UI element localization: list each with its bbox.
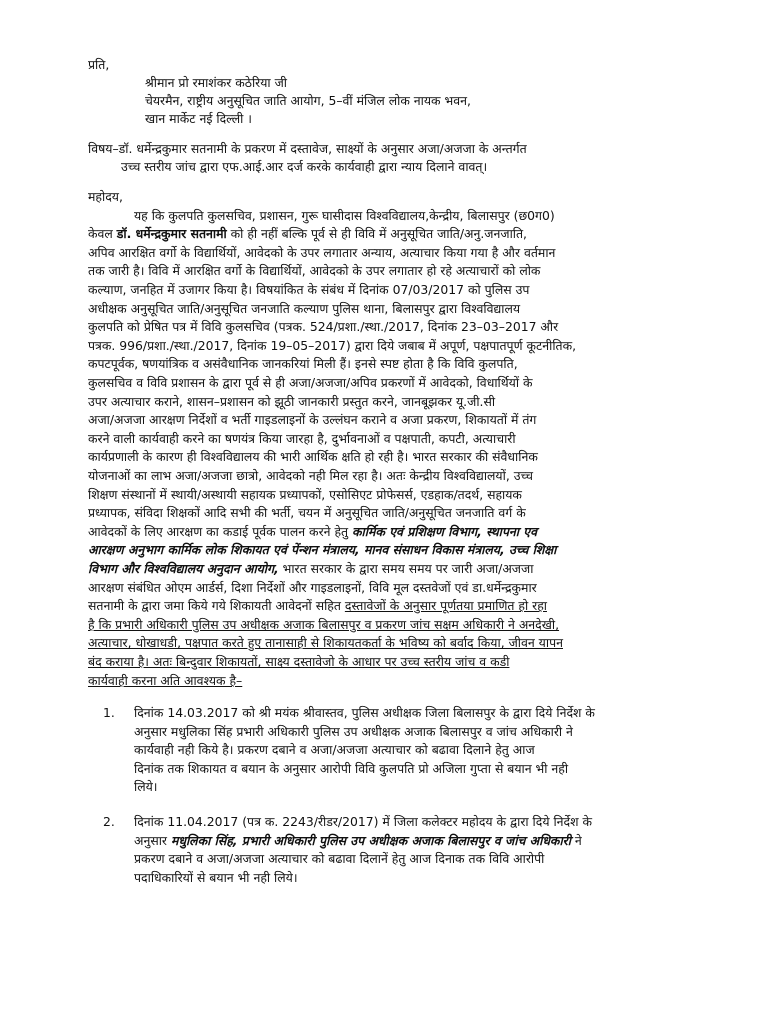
to-label: प्रति, [88, 57, 110, 72]
officer-highlight: मधुलिका सिंह, प्रभारी अधिकारी पुलिस उप अधीक्षक अजाक बिलासपुर व जांच अधिकारी [170, 833, 571, 848]
name-highlight: डॉ. धर्मेन्द्रकुमार सतनामी [116, 226, 227, 241]
body-line-2: केवल डॉ. धर्मेन्द्रकुमार सतनामी को ही नहीं बल्कि पूर्व से ही विवि में अनुसूचित जाति/अनु.जनजाति, [88, 226, 527, 241]
body-line-3: अपिव आरक्षित वर्गो के विद्यार्थियों, आवेदको के उपर लगातार अन्याय, अत्याचार किया गया है और वर्तमान [88, 245, 556, 260]
body-line-14: कार्यप्रणाली के कारण ही विश्वविद्यालय की भारी आर्थिक क्षति हो रही है। भारत सरकार की संवैधानिक [88, 449, 538, 464]
body-line-12: अजा/अजजा आरक्षण निर्देशों व भर्ती गाइडलाइनों के उल्लंघन कराने व अजा प्रकरण, शिकायतों में तंग [88, 412, 537, 427]
body-line-22: सतनामी के द्वारा जमा किये गये शिकायती आवेदनों सहित दस्तावेजों के अनुसार पूर्णतया प्रमाणित हो रहा [88, 598, 547, 613]
body-line-5: कल्याण, जनहित में उजागर किया है। विषयांकित के संबंध में दिनांक 07/03/2017 को पुलिस उप [88, 282, 530, 297]
body-line-24: अत्याचार, धोखाधडी, पक्षपात करते हुए तानासाही से शिकायतकर्ता के भविष्य को बर्वाद किया, जीवन यापन [88, 635, 563, 650]
body-line-1: यह कि कुलपति कुलसचिव, प्रशासन, गुरू घासीदास विश्वविद्यालय,केन्द्रीय, बिलासपुर (छ0ग0) [134, 208, 555, 223]
underlined-statement: दस्तावेजों के अनुसार पूर्णतया प्रमाणित हो रहा [344, 598, 547, 613]
point-1-line-4: दिनांक तक शिकायत व बयान के अनुसार आरोपी विवि कुलपति प्रो अजिला गुप्ता से बयान भी नही [134, 761, 569, 776]
point-1-line-2: अनुसार मधुलिका सिंह प्रभारी अधिकारी पुलिस उप अधीक्षक अजाक बिलासपुर व जांच अधिकारी ने [134, 724, 573, 739]
point-number: 1. [103, 705, 115, 720]
recipient-line-1: श्रीमान प्रो रमाशंकर कठेरिया जी [145, 75, 287, 90]
recipient-line-3: खान मार्केट नई दिल्ली । [145, 111, 252, 126]
body-line-13: करने वाली कार्यवाही करने का षणयंत्र किया जारहा है, दुर्भावनाओं व पक्षपाती, कपटी, अत्याचारी [88, 431, 516, 446]
point-2-line-3: प्रकरण दबाने व अजा/अजजा अत्याचार को बढावा दिलानें हेतु आज दिनाक तक विवि आरोपी [134, 851, 545, 866]
body-line-19: आरक्षण अनुभाग कार्मिक लोक शिकायत एवं पेंन्शन मंत्रालय, मानव संसाधन विकास मंत्रालय, उच्च शिक्षा [88, 542, 557, 557]
body-line-11: उपर अत्याचार कराने, शासन–प्रशासन को झूठी जानकारी प्रस्तुत करने, जानबूझकर यू.जी.सी [88, 394, 496, 409]
point-1-line-5: लिये। [134, 779, 158, 794]
ministry-highlight-2: विभाग और विश्वविद्यालय अनुदान आयोग, [88, 561, 279, 576]
point-2-line-4: पदाधिकारियों से बयान भी नही लिये। [134, 870, 298, 885]
subject-line-1: विषय–डॉ. धर्मेन्द्रकुमार सतनामी के प्रकरण में दस्तावेज, साक्ष्यों के अनुसार अजा/अजजा के अन्तर्गत [88, 141, 527, 156]
point-2-line-2: अनुसार मधुलिका सिंह, प्रभारी अधिकारी पुलिस उप अधीक्षक अजाक बिलासपुर व जांच अधिकारी ने [134, 833, 582, 848]
ministry-highlight-1: कार्मिक एवं प्रशिक्षण विभाग, स्थापना एव [352, 524, 537, 539]
body-line-8: पत्रक. 996/प्रशा./स्था./2017, दिनांक 19–05–2017) द्वारा दिये जबाब में अपूर्ण, पक्षपातपूर्ण कूटनीतिक, [88, 338, 577, 353]
body-line-7: कुलपति को प्रेषित पत्र में विवि कुलसचिव (पत्रक. 524/प्रशा./स्था./2017, दिनांक 23–03–2017 और [88, 319, 559, 334]
body-line-26: कार्यवाही करना अति आवश्यक है– [88, 673, 243, 688]
body-line-15: योजनाओं का लाभ अजा/अजजा छात्रो, आवेदको नही मिल रहा है। अतः केन्द्रीय विश्वविद्यालयों, उच्च [88, 468, 534, 483]
body-line-9: कपटपूर्वक, षणयांत्रिक व असंवैधानिक जानकरियां मिली हैं। इनसे स्पष्ट होता है कि विवि कुलपति, [88, 356, 518, 371]
body-line-16: शिक्षण संस्थानों में स्थायी/अस्थायी सहायक प्रध्यापकों, एसोसिएट प्रोफेसर्स, एडहाक/तदर्थ, सहायक [88, 487, 522, 502]
body-line-18: आवेदकों के लिए आरक्षण का कडाई पूर्वक पालन करने हेतु कार्मिक एवं प्रशिक्षण विभाग, स्थापना एव [88, 524, 537, 539]
body-line-20: विभाग और विश्वविद्यालय अनुदान आयोग, भारत सरकार के द्वारा समय समय पर जारी अजा/अजजा [88, 561, 534, 576]
subject-line-2: उच्च स्तरीय जांच द्वारा एफ.आई.आर दर्ज करके कार्यवाही द्वारा न्याय दिलाने वावत्। [121, 159, 488, 174]
point-number: 2. [103, 814, 115, 829]
body-line-6: अधीक्षक अनुसूचित जाति/अनुसूचित जनजाति कल्याण पुलिस थाना, बिलासपुर द्वारा विश्वविद्यालय [88, 301, 521, 316]
point-1-line-1: दिनांक 14.03.2017 को श्री मयंक श्रीवास्तव, पुलिस अधीक्षक जिला बिलासपुर के द्वारा दिये निर्देश के [134, 705, 595, 720]
salutation: महोदय, [88, 189, 123, 204]
recipient-line-2: चेयरमैन, राष्ट्रीय अनुसूचित जाति आयोग, 5–वीं मंजिल लोक नायक भवन, [145, 93, 471, 108]
body-line-21: आरक्षण संबंधित ओएम आर्डर्स, दिशा निर्देशों और गाइडलाइनों, विवि मूल दस्तवेजों एवं डा.धर्मेन्द्रकुमार [88, 580, 537, 595]
point-2-line-1: दिनांक 11.04.2017 (पत्र क. 2243/रीडर/2017) में जिला कलेक्टर महोदय के द्वारा दिये निर्देश के [134, 814, 593, 829]
point-1-line-3: कार्यवाही नही किये है। प्रकरण दबाने व अजा/अजजा अत्याचार को बढावा दिलाने हेतु आज [134, 742, 535, 757]
body-line-25: बंद कराया है। अतः बिन्दुवार शिकायतों, साक्ष्य दस्तावेजो के आधार पर उच्च स्तरीय जांच व कडी [88, 654, 510, 669]
body-line-4: तक जारी है। विवि में आरक्षित वर्गो के विद्यार्थियों, आवेदको के उपर लगातार हो रहे अत्याचारों को लोक [88, 263, 541, 278]
body-line-23: है कि प्रभारी अधिकारी पुलिस उप अधीक्षक अजाक बिलासपुर व प्रकरण जांच सक्षम अधिकारी ने अनदेखी, [88, 617, 560, 632]
body-line-17: प्रध्यापक, संविदा शिक्षकों आदि सभी की भर्ती, चयन में अनुसूचित जाति/अनुसूचित जनजाति वर्ग के [88, 505, 526, 520]
body-line-10: कुलसचिव व विवि प्रशासन के द्वारा पूर्व से ही अजा/अजजा/अपिव प्रकरणों में आवेदको, विधार्थियों के [88, 375, 533, 390]
